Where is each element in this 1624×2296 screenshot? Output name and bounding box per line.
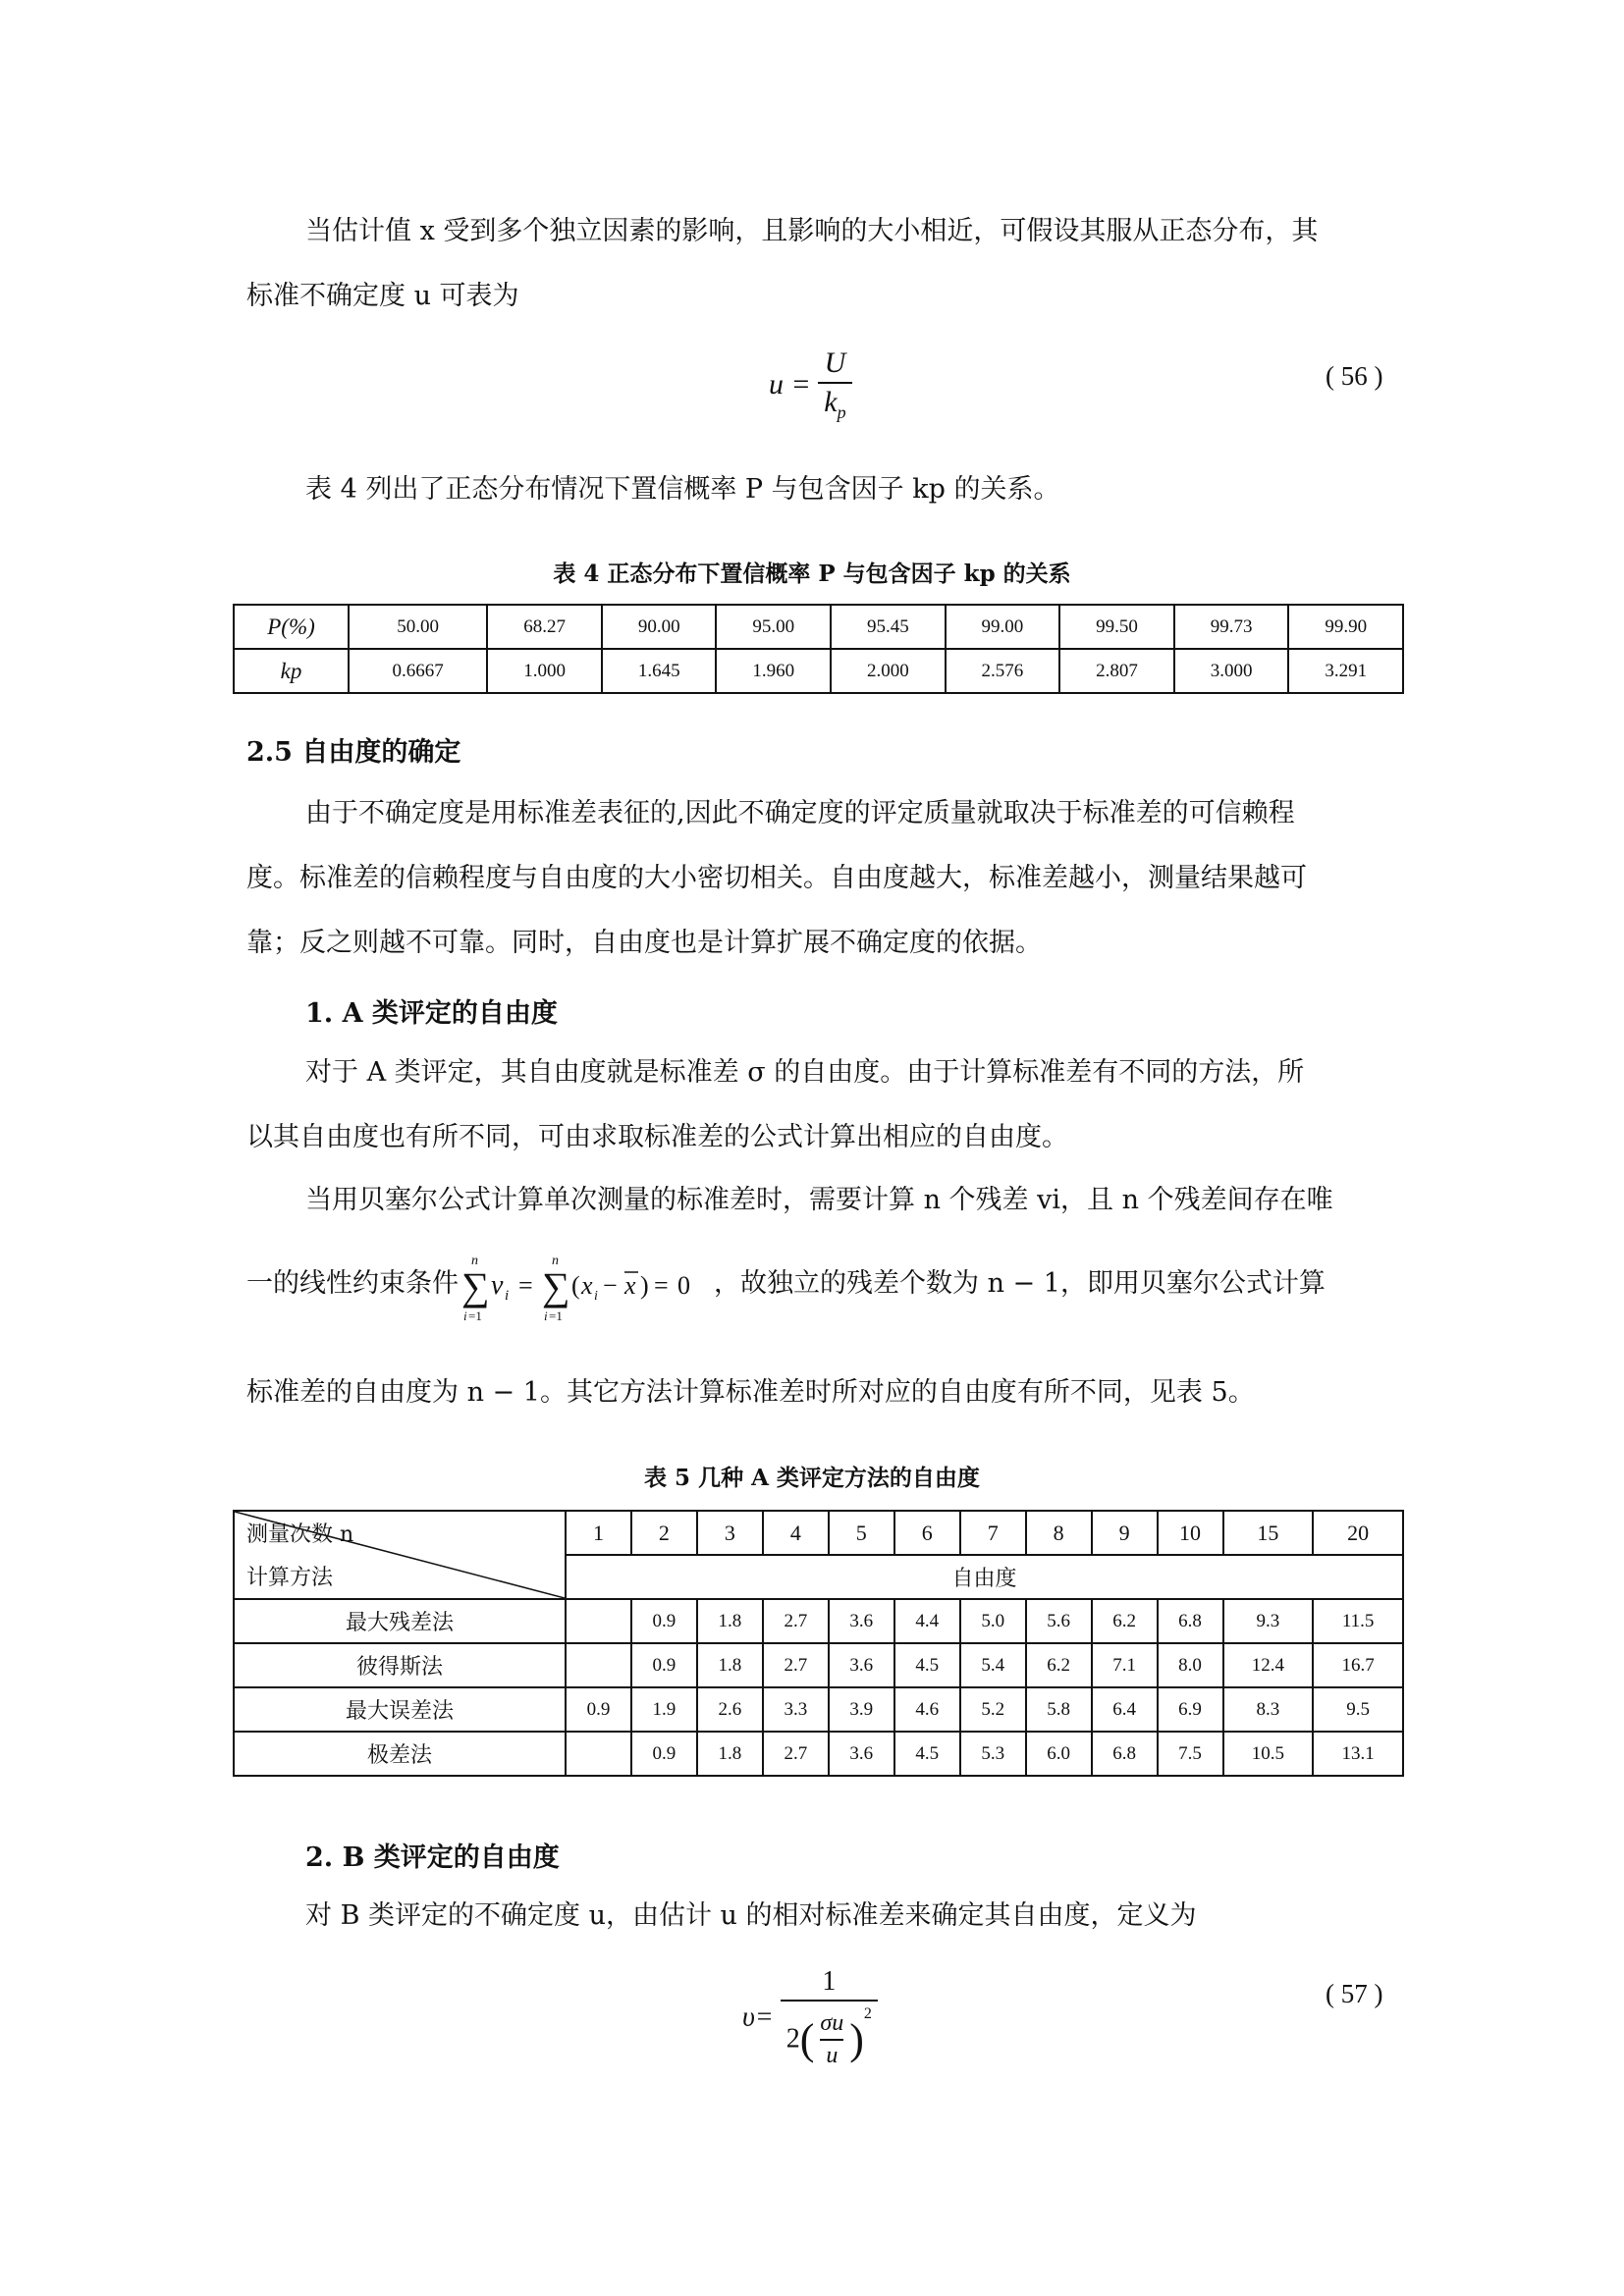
fraction-denominator: 2( $\frac{\sigma u}{u}$ )$^2$: [781, 2000, 878, 2069]
paragraph-type-b: 对 B 类评定的不确定度 u，由估计 u 的相对标准差来确定其自由度，定义为: [305, 1900, 1197, 1931]
table5-n-header: 9: [1092, 1511, 1158, 1555]
table4: [233, 604, 1404, 694]
paragraph-line: 以其自由度也有所不同，可由求取标准差的公式计算出相应的自由度。: [246, 1122, 1068, 1152]
paragraph-line: 当用贝塞尔公式计算单次测量的标准差时，需要计算 n 个残差 vi，且 n 个残差间存在唯: [305, 1185, 1333, 1215]
equation-fraction: [781, 1966, 878, 2069]
paragraph-bessel: [246, 1168, 1395, 1233]
table5-cell: 16.7: [1313, 1643, 1403, 1687]
table5-cell: 0.9: [631, 1643, 697, 1687]
table4-cell: 99.00: [946, 605, 1060, 649]
paragraph-line: 标准差的自由度为 n − 1。其它方法计算标准差时所对应的自由度有所不同，见表 5。: [246, 1377, 1255, 1408]
table5-cell: 3.6: [829, 1732, 894, 1776]
table5-cell: 8.0: [1158, 1643, 1223, 1687]
table5-cell: [566, 1599, 631, 1643]
table5-cell: 6.9: [1158, 1687, 1223, 1732]
table5-cell: 7.5: [1158, 1732, 1223, 1776]
table5-cell: 9.3: [1223, 1599, 1314, 1643]
svg-text:x: x: [581, 1271, 593, 1300]
paragraph-line: 由于不确定度是用标准差表征的,因此不确定度的评定质量就取决于标准差的可信赖程: [305, 798, 1295, 828]
table5-cell: 6.8: [1158, 1599, 1223, 1643]
svg-text:i: i: [505, 1288, 510, 1304]
paragraph-line: 度。标准差的信赖程度与自由度的大小密切相关。自由度越大，标准差越小，测量结果越可: [246, 863, 1307, 893]
table4-cell: 2.000: [831, 649, 946, 693]
svg-text:∑: ∑: [542, 1264, 570, 1308]
table4-cell: 95.00: [716, 605, 831, 649]
svg-text:ν: ν: [491, 1270, 504, 1301]
table4-cell: 3.000: [1174, 649, 1289, 693]
table4-cell: 0.6667: [349, 649, 487, 693]
table5-cell: 3.6: [829, 1643, 894, 1687]
equation-number-57: ( 57 ): [1326, 1979, 1383, 2008]
section-heading-2-5: 2.5 自由度的确定: [246, 737, 461, 768]
paragraph-dof-intro: [246, 781, 1395, 976]
table5-span-label: 自由度: [566, 1555, 1403, 1599]
table4-row: [234, 649, 1403, 693]
paragraph-bessel-end: [246, 1361, 1395, 1425]
table5-cell: 5.6: [1026, 1599, 1092, 1643]
table5-cell: 6.2: [1026, 1643, 1092, 1687]
table5-n-header: 6: [894, 1511, 960, 1555]
table5-cell: 0.9: [631, 1599, 697, 1643]
table5-cell: 4.5: [894, 1732, 960, 1776]
table5-cell: 6.4: [1092, 1687, 1158, 1732]
paragraph-line: 当估计值 x 受到多个独立因素的影响，且影响的大小相近，可假设其服从正态分布，其: [305, 216, 1319, 246]
svg-text:n: n: [471, 1254, 478, 1268]
table5-cell: 11.5: [1313, 1599, 1403, 1643]
fraction-numerator: U: [824, 347, 846, 379]
paragraph-table4-intro: 表 4 列出了正态分布情况下置信概率 P 与包含因子 kp 的关系。: [305, 474, 1060, 505]
table5-n-header: 8: [1026, 1511, 1092, 1555]
equation-56: [769, 347, 852, 423]
table5-cell: 0.9: [566, 1687, 631, 1732]
table5-cell: 7.1: [1092, 1643, 1158, 1687]
table5-cell: 9.5: [1313, 1687, 1403, 1732]
svg-text:x: x: [624, 1271, 636, 1300]
table5-cell: 2.7: [763, 1732, 829, 1776]
paragraph-line: 标准不确定度 u 可表为: [246, 281, 519, 311]
table5-cell: 1.8: [697, 1732, 763, 1776]
table5-row: [234, 1599, 1403, 1643]
svg-text:=: =: [518, 1271, 533, 1300]
table5-corner-cell: [234, 1511, 566, 1599]
subsection-heading-b: 2. B 类评定的自由度: [305, 1842, 560, 1873]
table5-cell: 6.0: [1026, 1732, 1092, 1776]
table5-n-header: 10: [1158, 1511, 1223, 1555]
table4-cell: 99.50: [1059, 605, 1174, 649]
table5-method-label: 最大误差法: [234, 1687, 566, 1732]
table5-cell: 5.2: [960, 1687, 1026, 1732]
table5-cell: 2.6: [697, 1687, 763, 1732]
table4-cell: 95.45: [831, 605, 946, 649]
table4-row-label: P(%): [234, 605, 349, 649]
paragraph-type-a: [246, 1041, 1395, 1170]
table5-cell: [566, 1643, 631, 1687]
table5-cell: 4.5: [894, 1643, 960, 1687]
paragraph-line: 靠；反之则越不可靠。同时，自由度也是计算扩展不确定度的依据。: [246, 928, 1042, 958]
equation-57: [742, 1966, 878, 2069]
equation-lhs: υ=: [742, 2002, 774, 2033]
summation-constraint-formula: [460, 1249, 725, 1327]
svg-text:i: i: [544, 1308, 548, 1323]
equation-number-56: ( 56 ): [1326, 361, 1383, 391]
table5-cell: 5.8: [1026, 1687, 1092, 1732]
paragraph-bessel-constraint: 一的线性约束条件 ，故独立的残差个数为 n − 1，即用贝塞尔公式计算: [246, 1268, 1326, 1299]
table5-cell: 12.4: [1223, 1643, 1314, 1687]
svg-text:∑: ∑: [461, 1264, 490, 1308]
table5-cell: 3.3: [763, 1687, 829, 1732]
corner-top-label: 测量次数 n: [246, 1522, 354, 1547]
svg-text:n: n: [552, 1254, 559, 1268]
table4-row-label: kp: [234, 649, 349, 693]
table5-row: [234, 1687, 1403, 1732]
table5-cell: [566, 1732, 631, 1776]
table5-cell: 1.8: [697, 1643, 763, 1687]
fraction-numerator: 1: [822, 1966, 837, 1997]
svg-text:): ): [640, 1271, 649, 1300]
table5-row: [234, 1643, 1403, 1687]
table4-cell: 2.807: [1059, 649, 1174, 693]
table4-cell: 2.576: [946, 649, 1060, 693]
table4-cell: 99.90: [1288, 605, 1403, 649]
svg-text:=1: =1: [468, 1308, 482, 1323]
equation-fraction: [818, 347, 851, 423]
table4-cell: 99.73: [1174, 605, 1289, 649]
paragraph-line: 对于 A 类评定，其自由度就是标准差 σ 的自由度。由于计算标准差有不同的方法，所: [305, 1057, 1305, 1088]
table5: [233, 1510, 1404, 1777]
inner-fraction: $\frac{\sigma u}{u}$: [820, 2009, 844, 2068]
table4-cell: 1.960: [716, 649, 831, 693]
table5-cell: 0.9: [631, 1732, 697, 1776]
table4-cell: 3.291: [1288, 649, 1403, 693]
table4-row: [234, 605, 1403, 649]
table5-cell: 5.3: [960, 1732, 1026, 1776]
table5-cell: 3.6: [829, 1599, 894, 1643]
fraction-denominator: $k_p$: [818, 382, 851, 423]
table5-cell: 1.9: [631, 1687, 697, 1732]
table5-cell: 5.4: [960, 1643, 1026, 1687]
table5-n-header: 5: [829, 1511, 894, 1555]
table4-cell: 68.27: [487, 605, 602, 649]
table5-n-header: 2: [631, 1511, 697, 1555]
table5-cell: 2.7: [763, 1599, 829, 1643]
table5-cell: 4.6: [894, 1687, 960, 1732]
corner-bottom-label: 计算方法: [246, 1566, 334, 1590]
table5-n-header: 15: [1223, 1511, 1314, 1555]
table5-cell: 5.0: [960, 1599, 1026, 1643]
table4-cell: 1.645: [602, 649, 717, 693]
svg-text:(: (: [571, 1271, 580, 1300]
svg-text:=: =: [654, 1271, 669, 1300]
table5-cell: 8.3: [1223, 1687, 1314, 1732]
table5-n-header: 1: [566, 1511, 631, 1555]
table5-cell: 3.9: [829, 1687, 894, 1732]
table5-cell: 6.2: [1092, 1599, 1158, 1643]
table5-caption: 表 5 几种 A 类评定方法的自由度: [644, 1465, 980, 1491]
table5-row: [234, 1732, 1403, 1776]
svg-text:i: i: [594, 1289, 598, 1304]
table5-cell: 13.1: [1313, 1732, 1403, 1776]
table5-cell: 6.8: [1092, 1732, 1158, 1776]
table5-cell: 1.8: [697, 1599, 763, 1643]
table4-cell: 90.00: [602, 605, 717, 649]
table5-method-label: 彼得斯法: [234, 1643, 566, 1687]
svg-text:−: −: [603, 1271, 618, 1300]
table5-method-label: 极差法: [234, 1732, 566, 1776]
equation-lhs: u =: [769, 368, 811, 400]
table4-cell: 1.000: [487, 649, 602, 693]
subsection-heading-a: 1. A 类评定的自由度: [305, 998, 558, 1029]
table5-n-header: 20: [1313, 1511, 1403, 1555]
svg-text:=1: =1: [549, 1308, 563, 1323]
svg-text:i: i: [463, 1308, 467, 1323]
table5-method-label: 最大残差法: [234, 1599, 566, 1643]
table4-cell: 50.00: [349, 605, 487, 649]
table4-caption: 表 4 正态分布下置信概率 P 与包含因子 kp 的关系: [553, 561, 1071, 587]
table5-n-header: 7: [960, 1511, 1026, 1555]
table5-cell: 10.5: [1223, 1732, 1314, 1776]
table5-n-header: 4: [763, 1511, 829, 1555]
svg-text:0: 0: [677, 1271, 690, 1300]
paragraph-estimate: [246, 199, 1395, 329]
table5-cell: 2.7: [763, 1643, 829, 1687]
table5-n-header: 3: [697, 1511, 763, 1555]
table5-header-row: [234, 1511, 1403, 1555]
table5-cell: 4.4: [894, 1599, 960, 1643]
